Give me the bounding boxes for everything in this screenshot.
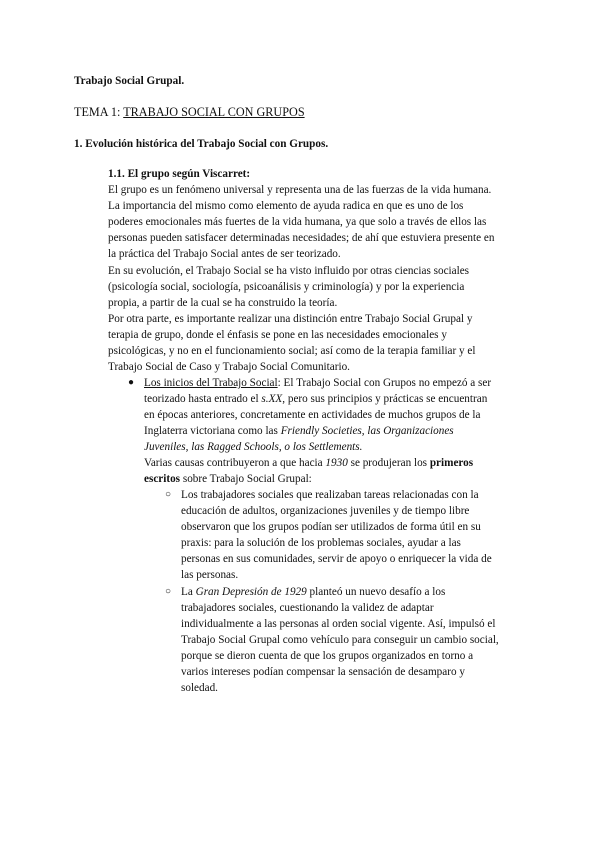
item1-label: Los inicios del Trabajo Social (144, 377, 278, 389)
sub2-text: La (181, 586, 196, 598)
item1-text: se produjeran los (347, 457, 430, 469)
sub2-line: porque se dieron cuenta de que los grupos organizados en torno a (181, 650, 474, 662)
item1-text: teorizado hasta entrado el (144, 393, 262, 405)
item1-line (144, 375, 491, 391)
para1-line: la práctica del Trabajo Social antes de ser teorizado. (108, 248, 341, 260)
sub2-text: planteó un nuevo desafío a los (306, 586, 446, 598)
item1-emphasis: s.XX (261, 393, 283, 405)
tema-title: TRABAJO SOCIAL CON GRUPOS (123, 105, 305, 119)
sub1-line: educación de adultos, organizaciones juveniles y de tiempo libre (181, 505, 470, 517)
para2-line: En su evolución, el Trabajo Social se ha visto influido por otras ciencias sociales (108, 265, 470, 277)
item1-text: , pero sus principios y prácticas se encuentran (282, 393, 488, 405)
item1-bold: escritos (144, 473, 181, 485)
document-title: Trabajo Social Grupal. (74, 75, 185, 87)
sub2-emphasis: Gran Depresión de 1929 (195, 586, 307, 598)
sub1-line: Los trabajadores sociales que realizaban tareas relacionadas con la (181, 489, 479, 501)
sub2-line: soledad. (181, 682, 218, 694)
para3-line: Trabajo Social de Caso y Trabajo Social Comunitario. (108, 361, 350, 373)
para3-line: terapia de grupo, donde el énfasis se pone en las necesidades emocionales y (108, 329, 447, 341)
sub2-line: trabajadores sociales, cuestionando la validez de adaptar (181, 602, 434, 614)
item1-bold: primeros (429, 457, 474, 469)
bullet-icon: ● (128, 377, 135, 388)
item1-text: Inglaterra victoriana como las (144, 425, 281, 437)
para3-line: Por otra parte, es importante realizar una distinción entre Trabajo Social Grupal y (108, 313, 473, 325)
tema-prefix: TEMA 1: (74, 105, 124, 119)
sub2-line: varios intereses podían compensar la sensación de desamparo y (181, 666, 465, 678)
sub-bullet-icon: ○ (165, 489, 172, 500)
para1-line: poderes emocionales más fuertes de la vida humana, ya que solo a través de ellos las (108, 216, 487, 228)
item1-line (144, 455, 473, 471)
para3-line: psicológicas, y no en el funcionamiento social; así como de la terapia familiar y el (108, 345, 476, 357)
sub1-line: las personas. (181, 569, 239, 581)
item1-line (144, 391, 487, 407)
item1-line: Juveniles, las Ragged Schools, o los Settlements. (144, 441, 363, 453)
sub2-line: individualmente a las personas al orden social vigente. Así, impulsó el (181, 618, 496, 630)
item1-line (144, 471, 312, 487)
para2-line: propia, a partir de la cual se ha construido la teoría. (108, 297, 338, 309)
para1-line: La importancia del mismo como elemento de ayuda radica en que es uno de los (108, 200, 464, 212)
para1-line: personas pueden satisfacer determinadas necesidades; de ahí que estuviera presente en (108, 232, 495, 244)
para1-line: El grupo es un fenómeno universal y representa una de las fuerzas de la vida humana. (108, 184, 492, 196)
item1-text: : El Trabajo Social con Grupos no empezó a ser (277, 377, 492, 389)
sub1-line: praxis: para la solución de los problemas sociales, ayudar a las (181, 537, 461, 549)
subsection-heading: 1.1. El grupo según Viscarret: (108, 168, 251, 180)
sub2-line: Trabajo Social Grupal como vehículo para conseguir un cambio social, (181, 634, 499, 646)
item1-text: sobre Trabajo Social Grupal: (180, 473, 312, 485)
sub1-line: personas en sus comunidades, servir de apoyo o enriquecer la vida de (181, 553, 492, 565)
item1-emphasis: 1930 (325, 457, 348, 469)
item1-text: Varias causas contribuyeron a que hacia (144, 457, 326, 469)
tema-heading (74, 104, 305, 120)
sub1-line: observaron que los grupos podían ser utilizados de forma útil en su (181, 521, 481, 533)
section-heading: 1. Evolución histórica del Trabajo Social con Grupos. (74, 138, 329, 150)
item1-line (144, 423, 454, 439)
item1-line: en épocas anteriores, concretamente en actividades de muchos grupos de la (144, 409, 481, 421)
para2-line: (psicología social, sociología, psicoanálisis y criminología) y por la experiencia (108, 281, 465, 293)
item1-emphasis: Friendly Societies, las Organizaciones (280, 425, 454, 437)
sub-bullet-icon: ○ (165, 586, 172, 597)
sub2-line (181, 584, 445, 600)
